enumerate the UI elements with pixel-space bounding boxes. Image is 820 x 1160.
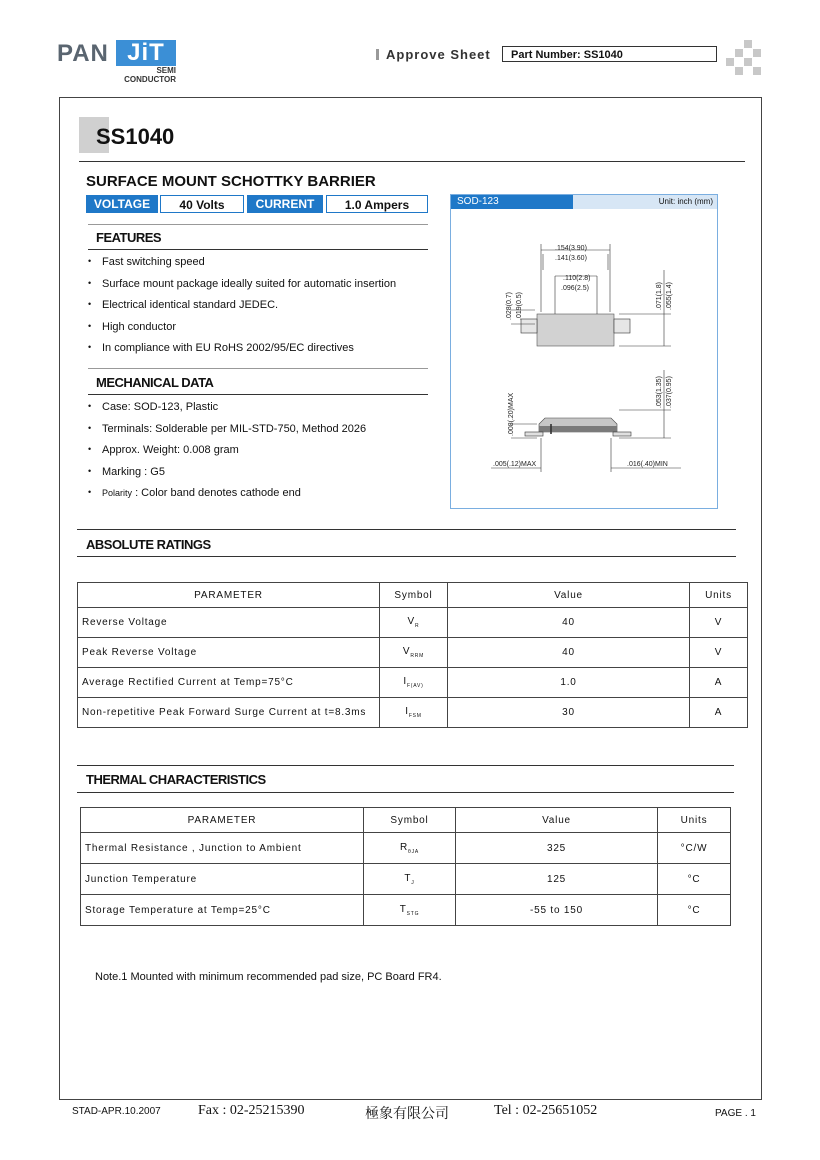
unit-cell: °C (658, 895, 731, 926)
param-cell: Reverse Voltage (78, 608, 380, 638)
approve-sheet-label: Approve Sheet (386, 47, 491, 62)
dim-d6: .019(0.5) (516, 291, 523, 320)
dim-d13: .016(.40)MIN (627, 461, 668, 468)
dim-d9: .008(.20)MAX (508, 392, 515, 436)
dim-d11: .037(0.95) (666, 376, 673, 408)
list-item: • Marking : G5 (88, 461, 438, 483)
absolute-ratings-table (77, 582, 748, 728)
mechanical-heading: MECHANICAL DATA (96, 375, 214, 390)
value-cell: 30 (448, 698, 690, 728)
footer-doc-id: STAD-APR.10.2007 (72, 1106, 161, 1117)
product-description: SURFACE MOUNT SCHOTTKY BARRIER (86, 173, 376, 190)
dim-d1: .154(3.90) (555, 245, 587, 252)
table-row (81, 833, 731, 864)
decorative-squares (726, 40, 762, 76)
value-cell: 40 (448, 638, 690, 668)
absolute-heading: ABSOLUTE RATINGS (86, 537, 211, 552)
table-row (81, 864, 731, 895)
list-item: • Approx. Weight: 0.008 gram (88, 439, 438, 461)
voltage-value: 40 Volts (160, 195, 244, 213)
symbol-cell: $R_{\theta JA}$ (364, 833, 456, 864)
table-row (78, 668, 748, 698)
title-rule (79, 161, 745, 162)
list-item: • High conductor (88, 316, 438, 338)
polarity-label: Polarity (102, 488, 133, 498)
approve-marker (376, 49, 379, 60)
dim-d3: .110(2.8) (563, 275, 591, 282)
features-rule-top (88, 224, 428, 225)
col-symbol: Symbol (380, 583, 448, 608)
col-symbol: Symbol (364, 808, 456, 833)
unit-cell: °C (658, 864, 731, 895)
mechanical-rule (88, 394, 428, 395)
param-cell: Peak Reverse Voltage (78, 638, 380, 668)
page-title: SS1040 (96, 124, 175, 149)
list-item: • Surface mount package ideally suited for automatic insertion (88, 273, 438, 295)
features-rule (88, 249, 428, 250)
param-cell: Non-repetitive Peak Forward Surge Current at t=8.3ms (78, 698, 380, 728)
unit-cell: V (690, 608, 748, 638)
list-item (88, 482, 438, 504)
list-item: • Terminals: Solderable per MIL-STD-750, Method 2026 (88, 418, 438, 440)
unit-cell: °C/W (658, 833, 731, 864)
param-cell: Junction Temperature (81, 864, 364, 895)
dim-d7: .071(1.8) (656, 281, 663, 310)
value-cell: 40 (448, 608, 690, 638)
thermal-table (80, 807, 731, 926)
polarity-text: : Color band denotes cathode end (132, 487, 301, 499)
logo-jit-badge: JiT (116, 40, 176, 66)
unit-cell: A (690, 698, 748, 728)
logo-subtitle (124, 66, 176, 84)
col-parameter: PARAMETER (78, 583, 380, 608)
symbol-cell: $T_J$ (364, 864, 456, 895)
table-row (81, 895, 731, 926)
thermal-rule-top (77, 765, 734, 766)
dim-d10: .053(1.35) (656, 376, 663, 408)
footnote: Note.1 Mounted with minimum recommended pad size, PC Board FR4. (95, 971, 442, 983)
table-header-row (78, 583, 748, 608)
footer-fax: Fax : 02-25215390 (198, 1103, 305, 1118)
logo-pan-text: PAN (57, 40, 109, 67)
thermal-rule (77, 792, 734, 793)
symbol-cell: $V_R$ (380, 608, 448, 638)
dim-d5: .028(0.7) (506, 291, 513, 320)
dim-d12: .005(.12)MAX (493, 461, 537, 468)
value-cell: 125 (456, 864, 658, 895)
list-item: • In compliance with EU RoHS 2002/95/EC directives (88, 337, 438, 359)
col-units: Units (690, 583, 748, 608)
list-item: • Case: SOD-123, Plastic (88, 396, 438, 418)
absolute-rule (77, 556, 736, 557)
col-units: Units (658, 808, 731, 833)
col-parameter: PARAMETER (81, 808, 364, 833)
value-cell: -55 to 150 (456, 895, 658, 926)
footer-page: PAGE . 1 (715, 1108, 756, 1119)
footer-company: 極象有限公司 (365, 1107, 449, 1122)
footer-tel: Tel : 02-25651052 (494, 1103, 598, 1118)
voltage-label: VOLTAGE (86, 195, 158, 213)
unit-cell: V (690, 638, 748, 668)
absolute-rule-top (77, 529, 736, 530)
dim-d2: .141(3.60) (555, 255, 587, 262)
logo-sub-semi: SEMI (156, 66, 176, 75)
package-drawing (451, 210, 717, 508)
unit-cell: A (690, 668, 748, 698)
package-unit: Unit: inch (mm) (573, 195, 717, 209)
dim-d8: .055(1.4) (666, 281, 673, 310)
symbol-cell: $T_{STG}$ (364, 895, 456, 926)
col-value: Value (456, 808, 658, 833)
value-cell: 1.0 (448, 668, 690, 698)
package-name: SOD-123 (451, 195, 573, 209)
symbol-cell: $I_{FSM}$ (380, 698, 448, 728)
table-row (78, 608, 748, 638)
dim-d4: .096(2.5) (561, 285, 590, 292)
param-cell: Thermal Resistance , Junction to Ambient (81, 833, 364, 864)
value-cell: 325 (456, 833, 658, 864)
col-value: Value (448, 583, 690, 608)
list-item: • Electrical identical standard JEDEC. (88, 294, 438, 316)
thermal-heading: THERMAL CHARACTERISTICS (86, 772, 266, 787)
symbol-cell: $V_{RRM}$ (380, 638, 448, 668)
symbol-cell: $I_{F(AV)}$ (380, 668, 448, 698)
table-row (78, 698, 748, 728)
mechanical-list (88, 396, 438, 504)
features-heading: FEATURES (96, 230, 162, 245)
param-cell: Average Rectified Current at Temp=75°C (78, 668, 380, 698)
features-list (88, 251, 438, 359)
part-number-box: Part Number: SS1040 (502, 46, 717, 62)
mechanical-rule-top (88, 368, 428, 369)
param-cell: Storage Temperature at Temp=25°C (81, 895, 364, 926)
list-item: • Fast switching speed (88, 251, 438, 273)
table-header-row (81, 808, 731, 833)
table-row (78, 638, 748, 668)
current-value: 1.0 Ampers (326, 195, 428, 213)
logo-sub-conductor: CONDUCTOR (124, 75, 176, 84)
current-label: CURRENT (247, 195, 323, 213)
